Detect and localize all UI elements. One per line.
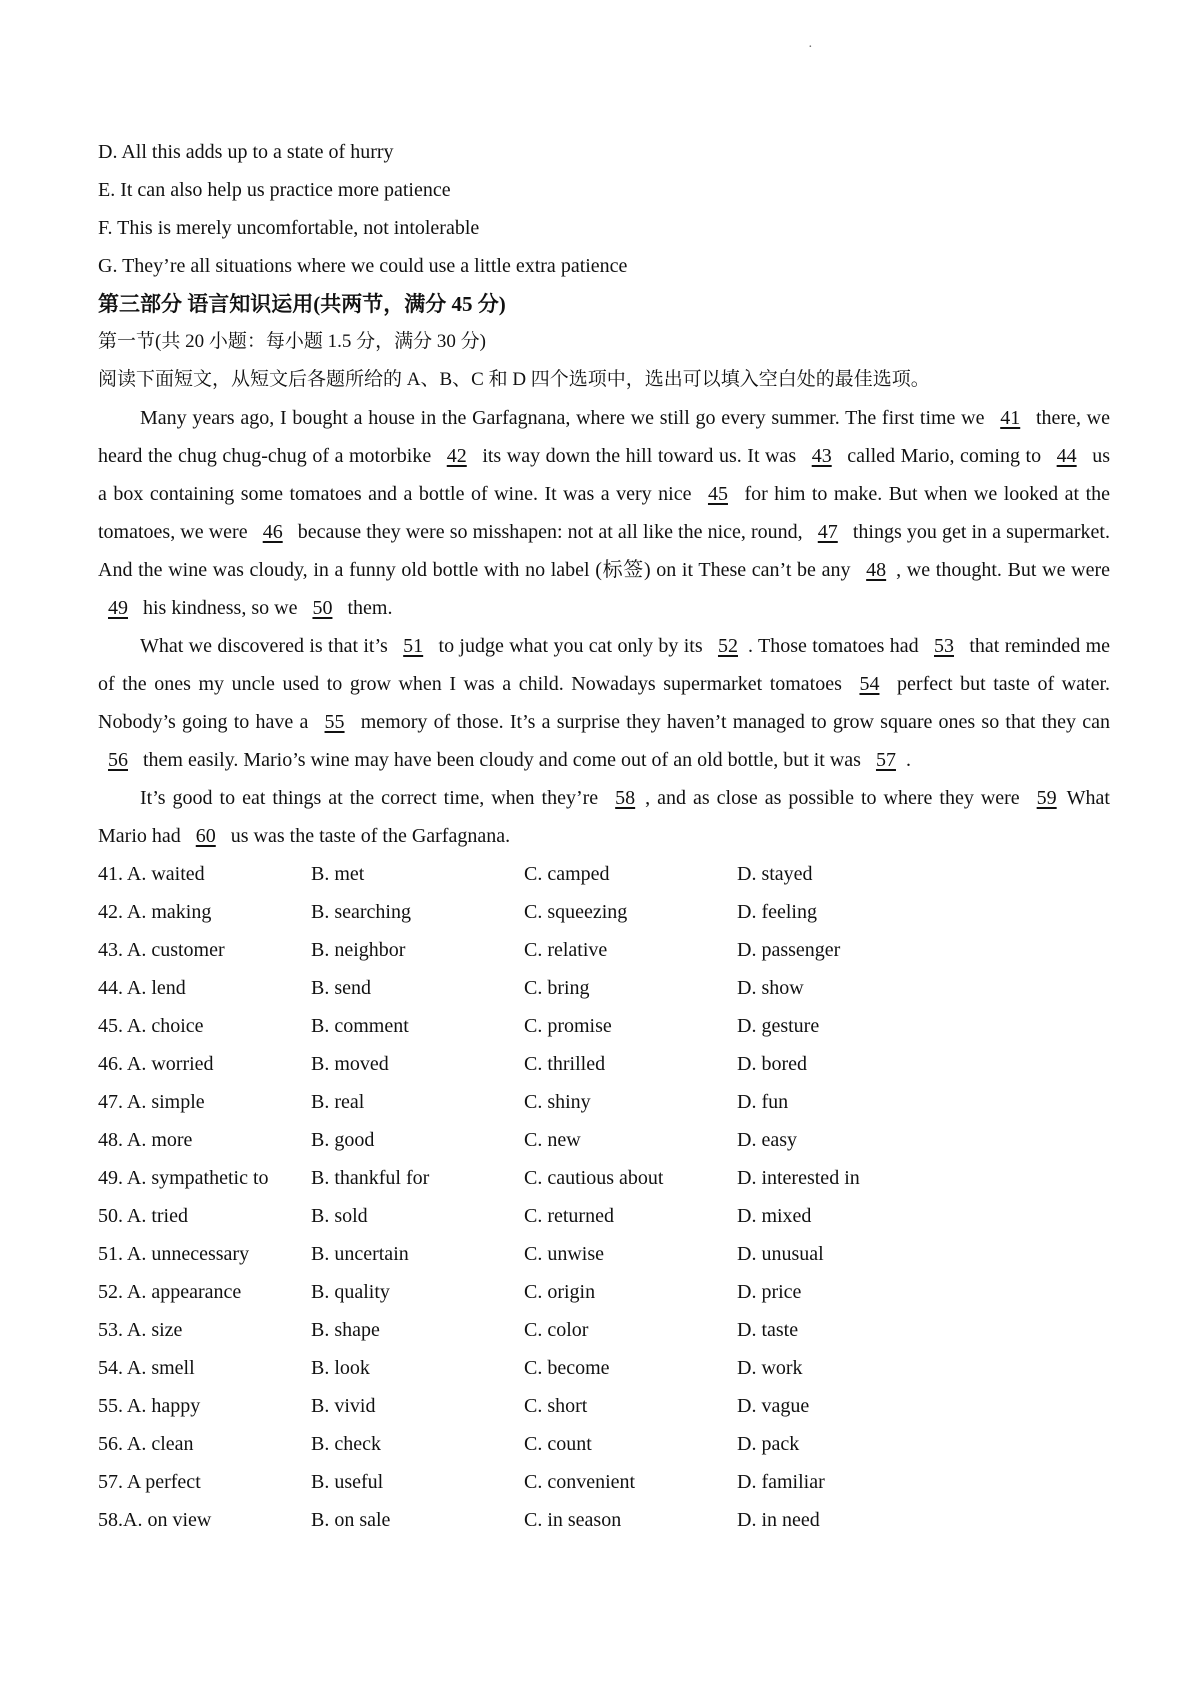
option-row	[98, 1425, 1110, 1463]
passage-text: its way down the hill toward us. It was	[476, 445, 802, 467]
option-choice: D. taste	[737, 1319, 799, 1341]
option-row	[98, 1349, 1110, 1387]
option-row	[98, 1197, 1110, 1235]
passage-text: , and as close as possible to where they were	[645, 787, 1027, 809]
option-choice: B. check	[311, 1433, 381, 1455]
option-choice: D. in need	[737, 1509, 820, 1531]
option-choice: C. thrilled	[524, 1053, 606, 1075]
option-choice: 49. A. sympathetic to	[98, 1167, 269, 1189]
option-choice: D. passenger	[737, 939, 841, 961]
option-row	[98, 1235, 1110, 1273]
option-row	[98, 931, 1110, 969]
option-choice: 50. A. tried	[98, 1205, 188, 1227]
option-row	[98, 1273, 1110, 1311]
section-instruction: 阅读下面短文，从短文后各题所给的 A、B、C 和 D 四个选项中，选出可以填入空白处的最佳选项。	[98, 369, 930, 390]
option-choice: 51. A. unnecessary	[98, 1243, 250, 1265]
option-choice: C. new	[524, 1129, 581, 1151]
previous-options-list	[98, 133, 1110, 285]
blank-60: 60	[195, 825, 216, 847]
passage-text: us was the taste of the Garfagnana.	[225, 825, 511, 847]
passage-text: them easily. Mario’s wine may have been cloudy and come out of an old bottle, but it was	[138, 749, 866, 771]
option-choice: C. shiny	[524, 1091, 591, 1113]
passage-text: What we discovered is that it’s	[140, 635, 394, 657]
passage-text: What Mario had	[98, 787, 1110, 847]
option-choice: B. shape	[311, 1319, 380, 1341]
option-choice: B. comment	[311, 1015, 409, 1037]
passage-text: his kindness, so we	[138, 597, 303, 619]
passage-text: us a box containing some tomatoes and a bottle of wine. It was a very nice	[98, 445, 1110, 505]
option-row	[98, 1045, 1110, 1083]
blank-55: 55	[324, 711, 345, 733]
blank-43: 43	[811, 445, 832, 467]
passage-text: .	[905, 749, 911, 771]
option-choice: C. relative	[524, 939, 608, 961]
option-choice: B. real	[311, 1091, 365, 1113]
option-row	[98, 1007, 1110, 1045]
option-choice: B. useful	[311, 1471, 384, 1493]
blank-46: 46	[262, 521, 283, 543]
option-choice: D. bored	[737, 1053, 807, 1075]
option-choice: 58.A. on view	[98, 1509, 212, 1531]
option-row	[98, 1463, 1110, 1501]
blank-56: 56	[108, 749, 128, 771]
blank-47: 47	[817, 521, 838, 543]
passage-paragraph-1	[98, 399, 1110, 627]
passage-text: because they were so misshapen: not at all like the nice, round,	[292, 521, 808, 543]
option-choice: B. moved	[311, 1053, 389, 1075]
option-choice: 47. A. simple	[98, 1091, 205, 1113]
option-choice: C. convenient	[524, 1471, 636, 1493]
passage-text: . Those tomatoes had	[747, 635, 924, 657]
option-choice: 57. A perfect	[98, 1471, 201, 1493]
blank-58: 58	[615, 787, 636, 809]
option-choice: C. origin	[524, 1281, 596, 1303]
section-subtitle: 第一节(共 20 小题：每小题 1.5 分，满分 30 分)	[98, 331, 486, 352]
passage-text: things you get in a supermarket. And the wine was cloudy, in a funny old bottle with no label (标签) on it These can’t be any	[98, 521, 1110, 581]
option-choice: D. easy	[737, 1129, 797, 1151]
option-choice: B. quality	[311, 1281, 390, 1303]
answer-options-list	[98, 855, 1110, 1539]
option-choice: C. promise	[524, 1015, 612, 1037]
option-choice: C. unwise	[524, 1243, 604, 1265]
option-choice: B. vivid	[311, 1395, 376, 1417]
option-choice: 48. A. more	[98, 1129, 193, 1151]
page-content	[98, 133, 1110, 1539]
blank-50: 50	[312, 597, 333, 619]
option-choice: D. familiar	[737, 1471, 825, 1493]
option-row	[98, 1387, 1110, 1425]
passage-text: for him to make. But when we looked at the tomatoes, we were	[98, 483, 1111, 543]
option-choice: 41. A. waited	[98, 863, 205, 885]
option-choice: C. returned	[524, 1205, 614, 1227]
option-row	[98, 1159, 1110, 1197]
option-choice: D. unusual	[737, 1243, 824, 1265]
option-choice: C. cautious about	[524, 1167, 664, 1189]
option-choice: B. thankful for	[311, 1167, 430, 1189]
passage-text: memory of those. It’s a surprise they haven’t managed to grow square ones so that they can	[354, 711, 1110, 733]
passage-text: that reminded me of the ones my uncle used to grow when I was a child. Nowadays supermarket tomatoes	[98, 635, 1111, 695]
option-choice: D. gesture	[737, 1015, 820, 1037]
option-choice: D. mixed	[737, 1205, 812, 1227]
option-row	[98, 1083, 1110, 1121]
option-choice: B. met	[311, 863, 365, 885]
blank-42: 42	[446, 445, 467, 467]
blank-45: 45	[707, 483, 728, 505]
option-choice: 46. A. worried	[98, 1053, 214, 1075]
option-choice: C. become	[524, 1357, 610, 1379]
passage-text: Many years ago, I bought a house in the Garfagnana, where we still go every summer. The first time we	[140, 407, 991, 429]
blank-41: 41	[1000, 407, 1021, 429]
blank-59: 59	[1036, 787, 1057, 809]
option-row	[98, 893, 1110, 931]
option-choice: D. work	[737, 1357, 803, 1379]
option-choice: C. in season	[524, 1509, 622, 1531]
option-choice: B. on sale	[311, 1509, 391, 1531]
blank-51: 51	[403, 635, 424, 657]
option-choice: 54. A. smell	[98, 1357, 195, 1379]
option-choice: D. vague	[737, 1395, 810, 1417]
option-choice: C. squeezing	[524, 901, 628, 923]
option-choice: 52. A. appearance	[98, 1281, 242, 1303]
option-choice: B. sold	[311, 1205, 368, 1227]
option-row	[98, 1121, 1110, 1159]
blank-44: 44	[1056, 445, 1077, 467]
passage-text: called Mario, coming to	[841, 445, 1047, 467]
option-choice: B. send	[311, 977, 371, 999]
option-choice: 53. A. size	[98, 1319, 183, 1341]
blank-57: 57	[875, 749, 896, 771]
option-choice: C. short	[524, 1395, 588, 1417]
option-choice: D. interested in	[737, 1167, 860, 1189]
option-choice: 56. A. clean	[98, 1433, 194, 1455]
passage-text: there, we heard the chug chug-chug of a motorbike	[98, 407, 1110, 467]
passage-text: It’s good to eat things at the correct time, when they’re	[140, 787, 606, 809]
option-choice: D. show	[737, 977, 804, 999]
option-row	[98, 1311, 1110, 1349]
option-choice: D. pack	[737, 1433, 800, 1455]
option-row	[98, 855, 1110, 893]
option-choice: C. bring	[524, 977, 590, 999]
option-choice: 43. A. customer	[98, 939, 225, 961]
option-choice: C. count	[524, 1433, 592, 1455]
passage-text: perfect but taste of water. Nobody’s going to have a	[98, 673, 1110, 733]
blank-53: 53	[934, 635, 954, 657]
scan-dot: ·	[808, 40, 813, 55]
option-d-text: D. All this adds up to a state of hurry	[98, 141, 394, 163]
option-choice: C. camped	[524, 863, 610, 885]
option-choice: B. look	[311, 1357, 370, 1379]
blank-54: 54	[859, 673, 880, 695]
option-f-text: F. This is merely uncomfortable, not intolerable	[98, 217, 480, 239]
passage-paragraph-2	[98, 627, 1110, 779]
option-g-text: G. They’re all situations where we could use a little extra patience	[98, 255, 628, 277]
blank-48: 48	[866, 559, 887, 581]
passage-text: to judge what you cat only by its	[433, 635, 708, 657]
option-e-text: E. It can also help us practice more patience	[98, 179, 451, 201]
blank-49: 49	[108, 597, 128, 619]
option-choice: B. uncertain	[311, 1243, 409, 1265]
option-choice: B. searching	[311, 901, 411, 923]
option-choice: 45. A. choice	[98, 1015, 204, 1037]
option-choice: B. good	[311, 1129, 375, 1151]
passage-paragraph-3	[98, 779, 1110, 855]
option-choice: 44. A. lend	[98, 977, 186, 999]
option-choice: 55. A. happy	[98, 1395, 201, 1417]
passage-text: , we thought. But we were	[896, 559, 1110, 581]
option-choice: D. stayed	[737, 863, 813, 885]
option-choice: D. feeling	[737, 901, 817, 923]
option-choice: D. price	[737, 1281, 802, 1303]
passage-text: them.	[342, 597, 393, 619]
option-row	[98, 1501, 1110, 1539]
option-choice: B. neighbor	[311, 939, 406, 961]
option-choice: C. color	[524, 1319, 589, 1341]
section-title: 第三部分 语言知识运用(共两节，满分 45 分)	[98, 292, 506, 316]
option-choice: D. fun	[737, 1091, 789, 1113]
option-choice: 42. A. making	[98, 901, 212, 923]
blank-52: 52	[717, 635, 738, 657]
option-row	[98, 969, 1110, 1007]
